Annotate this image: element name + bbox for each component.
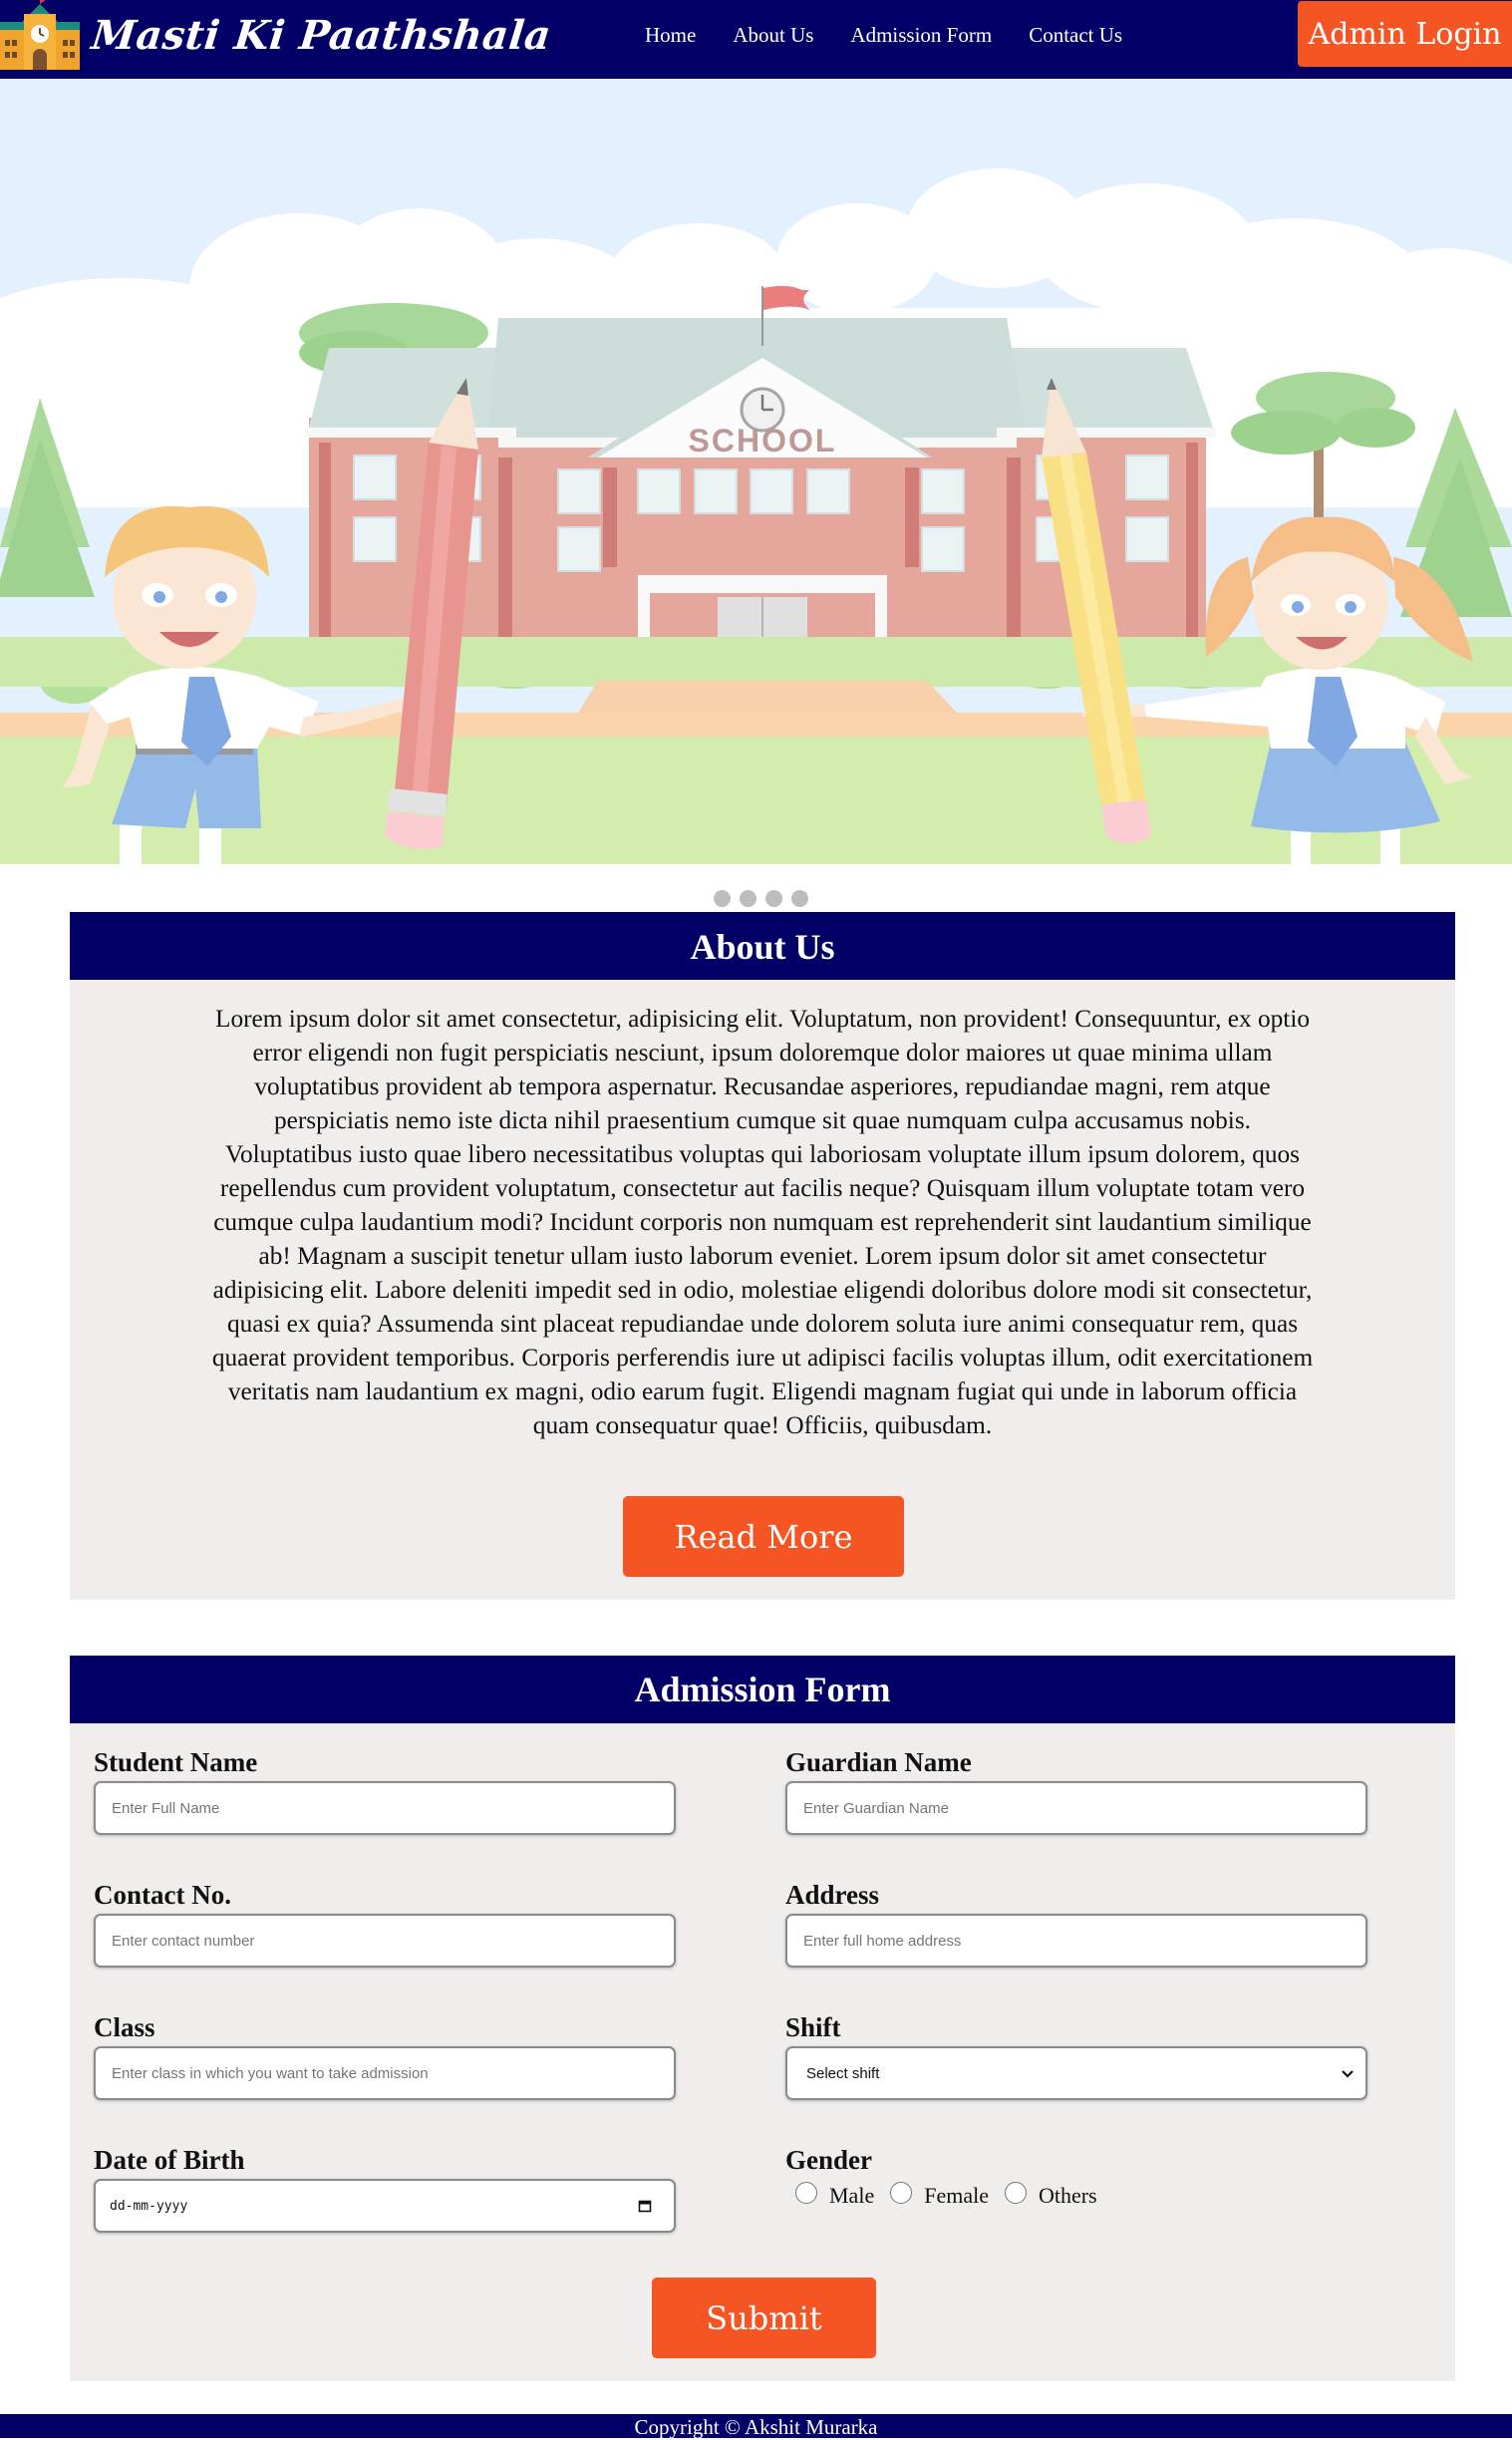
shift-select[interactable] [785, 2046, 1367, 2100]
nav-link-admission-form[interactable]: Admission Form [850, 22, 993, 47]
school-sign: SCHOOL [688, 423, 837, 458]
class-field-group [94, 2012, 676, 2100]
nav-link-home[interactable]: Home [645, 22, 697, 47]
navbar [0, 0, 1512, 79]
main-nav [645, 0, 1159, 70]
gender-label-others[interactable]: Others [1038, 2183, 1097, 2208]
gender-radio-male[interactable] [795, 2182, 817, 2204]
shift-field-group [785, 2012, 1367, 2100]
gender-radio-others[interactable] [1005, 2182, 1027, 2204]
contact-input[interactable]: Enter contact number [94, 1914, 676, 1968]
about-section [70, 912, 1455, 1600]
admission-form-section [70, 1656, 1455, 2381]
guardian-name-input[interactable]: Enter Guardian Name [785, 1781, 1367, 1835]
contact-label: Contact No. [94, 1880, 231, 1910]
student-name-field-group [94, 1747, 676, 1835]
dob-placeholder: dd-mm-yyyy [110, 2198, 188, 2214]
carousel-dot-2[interactable] [740, 890, 756, 907]
class-label: Class [94, 2012, 155, 2042]
address-input[interactable]: Enter full home address [785, 1914, 1367, 1968]
gender-field-group [785, 2145, 1367, 2209]
student-name-input[interactable]: Enter Full Name [94, 1781, 676, 1835]
nav-link-about-us[interactable]: About Us [733, 22, 814, 47]
admin-login-button[interactable]: Admin Login [1298, 1, 1512, 67]
chevron-down-icon [1340, 2065, 1356, 2081]
calendar-icon[interactable] [638, 2199, 652, 2213]
dob-field-group [94, 2145, 676, 2233]
hero-carousel[interactable] [0, 79, 1512, 864]
guardian-name-label: Guardian Name [785, 1747, 972, 1777]
carousel-dot-3[interactable] [765, 890, 782, 907]
school-illustration [0, 79, 1512, 864]
brand[interactable] [0, 0, 554, 70]
address-label: Address [785, 1880, 880, 1910]
read-more-button[interactable]: Read More [623, 1496, 904, 1577]
gender-radio-group [795, 2183, 1367, 2209]
about-title: About Us [70, 912, 1455, 980]
contact-field-group [94, 1880, 676, 1968]
shift-selected-value: Select shift [806, 2064, 880, 2082]
gender-label: Gender [785, 2145, 872, 2175]
school-building-logo-icon [0, 0, 80, 70]
address-field-group [785, 1880, 1367, 1968]
class-input[interactable]: Enter class in which you want to take admission [94, 2046, 676, 2100]
carousel-indicators [714, 890, 808, 907]
guardian-name-field-group [785, 1747, 1367, 1835]
gender-label-female[interactable]: Female [924, 2183, 989, 2208]
dob-label: Date of Birth [94, 2145, 245, 2175]
carousel-dot-4[interactable] [791, 890, 808, 907]
student-name-label: Student Name [94, 1747, 258, 1777]
gender-label-male[interactable]: Male [829, 2183, 875, 2208]
shift-label: Shift [785, 2012, 841, 2042]
copyright-text: Copyright © Akshit Murarka [634, 2415, 878, 2439]
footer [0, 2414, 1512, 2438]
gender-radio-female[interactable] [890, 2182, 912, 2204]
nav-link-contact-us[interactable]: Contact Us [1029, 22, 1123, 47]
dob-input[interactable] [94, 2179, 676, 2233]
admission-form-title: Admission Form [70, 1656, 1455, 1723]
about-paragraph: Lorem ipsum dolor sit amet consectetur, adipisicing elit. Voluptatum, non provident! Consequuntur, ex optio error eligendi non fugit perspiciatis nesciunt, ipsum doloremque dolor maiores ut quae minima ullam voluptatibus provident ab tempora aspernatur. Recusandae asperiores, repudiandae magni, rem atque perspiciatis nemo iste dicta nihil praesentium cumque sit quae numquam culpa accusamus nobis. Voluptatibus iusto quae libero necessitatibus voluptas qui laboriosam voluptate illum ipsum dolorem, quos repellendus cum provident voluptatum, consectetur aut facilis neque? Quisquam illum voluptate totam vero cumque culpa laudantium modi? Incidunt corporis non numquam est reprehenderit sint laudantium similique ab! Magnam a suscipit tenetur ullam iusto laborum eveniet. Lorem ipsum dolor sit amet consectetur adipisicing elit. Labore deleniti impedit sed in odio, molestiae eligendi doloribus dolore modi sit consectetur, quasi ex quia? Assumenda sint placeat repudiandae unde dolorem soluta iure animi consequatur rem, quas quaerat provident temporibus. Corporis perferendis iure ut adipisci facilis voluptas illum, odit exercitationem veritatis nam laudantium ex magni, odio earum fugit. Eligendi magnam fugiat qui unde in laborum officia quam consequatur quae! Officiis, quibusdam. [211, 1005, 1314, 1439]
submit-button[interactable]: Submit [652, 2278, 876, 2358]
brand-name: Masti Ki Paathshala [89, 11, 554, 59]
carousel-dot-1[interactable] [714, 890, 731, 907]
